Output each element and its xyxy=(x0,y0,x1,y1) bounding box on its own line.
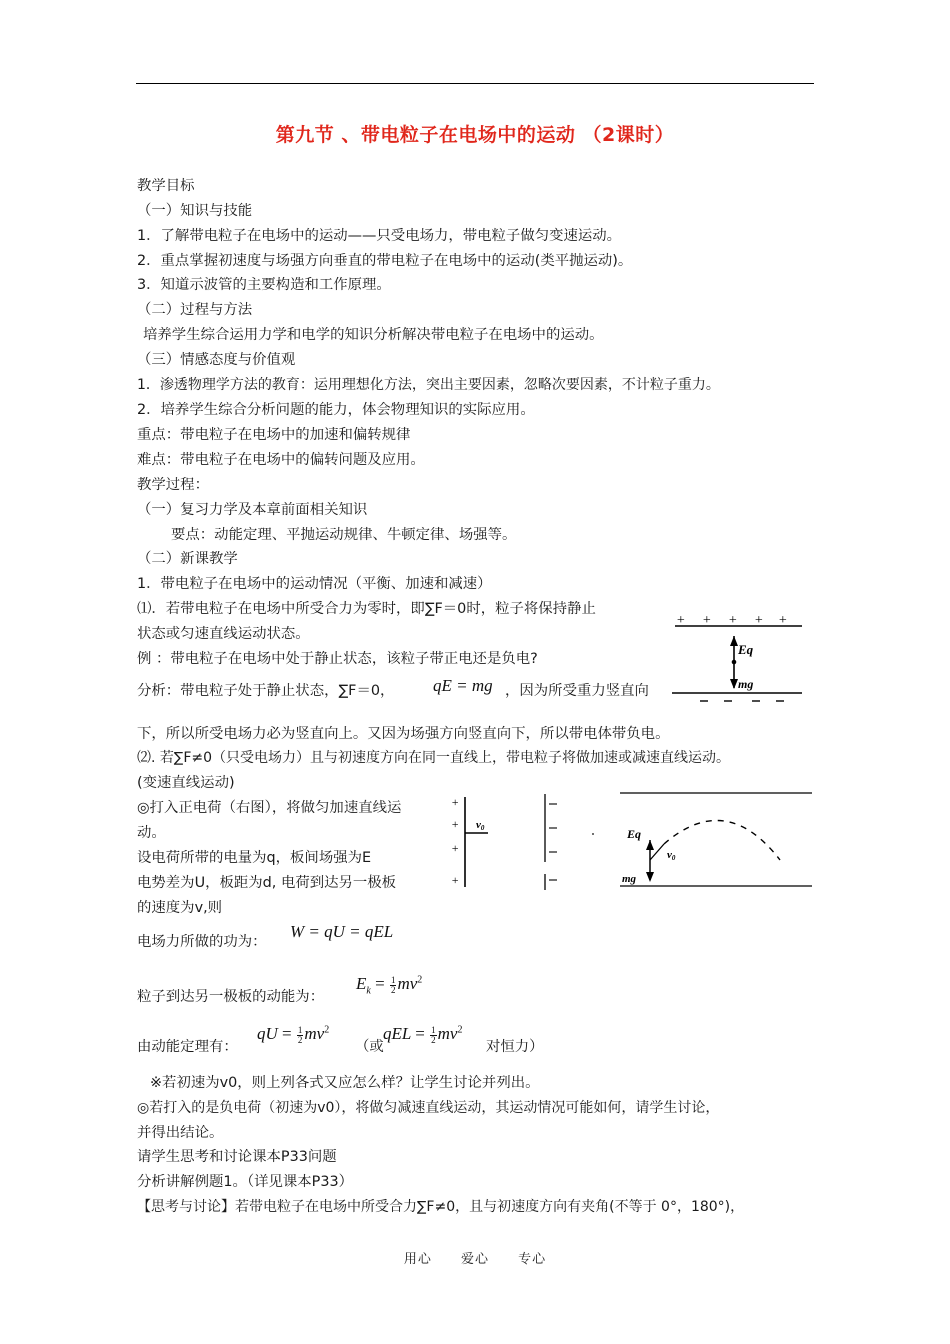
plus-sign: + xyxy=(702,613,712,628)
text-line: 1．了解带电粒子在电场中的运动——只受电场力，带电粒子做匀变速运动。 xyxy=(137,228,622,244)
plus-sign: + xyxy=(451,795,460,809)
text-line: （一）复习力学及本章前面相关知识 xyxy=(137,502,368,518)
text-line: ⑵. 若∑F≠0（只受电场力）且与初速度方向在同一直线上，带电粒子将做加速或减速直线运动。 xyxy=(137,750,731,766)
arrow-down-icon xyxy=(646,872,654,882)
text-line: (变速直线运动) xyxy=(137,775,235,791)
formula-kinetic-energy: $E_k$ = $\frac{1}{2}$ $mv^2$ xyxy=(356,974,423,997)
formula-work-energy: qU = $\frac{1}{2}$ $mv^2$ xyxy=(257,1024,330,1045)
arrow-down-icon xyxy=(730,679,738,689)
arrow-up-icon xyxy=(646,840,654,850)
footer-text: 爱心 xyxy=(460,1252,489,1267)
arrow-up-icon xyxy=(730,636,738,646)
plus-sign: + xyxy=(728,613,738,628)
text-line: ，因为所受重力竖直向 xyxy=(505,683,649,699)
text-line: 1．带电粒子在电场中的运动情况（平衡、加速和减速） xyxy=(137,576,492,592)
text-line: 例 ：带电粒子在电场中处于静止状态，该粒子带正电还是负电? xyxy=(137,651,538,667)
figure-trajectory xyxy=(590,788,815,893)
plus-sign: + xyxy=(451,873,460,887)
formula-work: W = qU = qEL xyxy=(290,922,394,941)
text-line: 由动能定理有： xyxy=(137,1039,238,1055)
text-line: 电势差为U，板距为d, 电荷到达另一极板 xyxy=(137,875,397,891)
text-line: 3．知道示波管的主要构造和工作原理。 xyxy=(137,277,391,293)
text-line: 1．渗透物理学方法的教育：运用理想化方法，突出主要因素，忽略次要因素，不计粒子重力。 xyxy=(137,377,720,393)
text-line: （或 xyxy=(355,1039,384,1055)
footer-text: 用心 xyxy=(403,1252,432,1267)
text-line: （一）知识与技能 xyxy=(137,203,253,219)
text-line: 分析讲解例题1。（详见课本P33） xyxy=(137,1174,354,1190)
label-mg: mg xyxy=(622,873,637,885)
page-title: 第九节 、带电粒子在电场中的运动 （2课时） xyxy=(275,124,675,146)
text-line: 重点：带电粒子在电场中的加速和偏转规律 xyxy=(137,427,411,443)
formula-constant-force: qEL = $\frac{1}{2}$ $mv^2$ xyxy=(383,1024,463,1045)
figure-acceleration xyxy=(448,792,568,892)
plus-sign: + xyxy=(754,613,764,628)
text-line: 【思考与讨论】若带电粒子在电场中所受合力∑F≠0，且与初速度方向有夹角(不等于 0°，180°)， xyxy=(137,1199,745,1215)
page-footer xyxy=(0,1248,950,1267)
label-v0: v0 xyxy=(476,819,485,832)
text-line: 的速度为v,则 xyxy=(137,900,223,916)
text-line: 2．培养学生综合分析问题的能力，体会物理知识的实际应用。 xyxy=(137,402,535,418)
text-line: （三）情感态度与价值观 xyxy=(137,352,296,368)
particle-dot xyxy=(732,660,737,665)
text-line: 对恒力） xyxy=(486,1039,544,1055)
bottom-plate-charges xyxy=(672,693,802,701)
text-line: ◎若打入的是负电荷（初速为v0），将做匀减速直线运动，其运动情况可能如何，请学生讨论， xyxy=(137,1100,720,1116)
text-line: 要点：动能定理、平抛运动规律、牛顿定律、场强等。 xyxy=(171,527,517,543)
label-eq: Eq xyxy=(738,642,754,657)
text-line: ◎打入正电荷（右图），将做匀加速直线运 xyxy=(137,800,402,816)
text-line: 并得出结论。 xyxy=(137,1125,224,1141)
top-plate-charges xyxy=(675,613,802,628)
plus-sign: + xyxy=(778,613,788,628)
label-v0: v0 xyxy=(667,849,676,862)
text-line: 难点：带电粒子在电场中的偏转问题及应用。 xyxy=(137,452,425,468)
label-mg: mg xyxy=(738,677,754,691)
text-line: 培养学生综合运用力学和电学的知识分析解决带电粒子在电场中的运动。 xyxy=(143,327,604,343)
footer-text: 专心 xyxy=(518,1252,547,1267)
text-line: 粒子到达另一极板的动能为： xyxy=(137,989,325,1005)
text-line: 下，所以所受电场力必为竖直向上。又因为场强方向竖直向下，所以带电体带负电。 xyxy=(137,726,670,742)
text-line: 状态或匀速直线运动状态。 xyxy=(137,626,310,642)
text-line: 分析：带电粒子处于静止状态，∑F＝0， xyxy=(137,683,395,699)
trajectory-curve xyxy=(664,820,780,860)
label-eq: Eq xyxy=(627,827,642,841)
text-line: （二）新课教学 xyxy=(137,551,238,567)
text-line: 教学目标 xyxy=(137,178,195,194)
figure-balance xyxy=(672,612,812,707)
plus-sign: + xyxy=(451,817,460,831)
plus-sign: + xyxy=(451,841,460,855)
text-line: 教学过程： xyxy=(137,477,209,493)
text-line: 请学生思考和讨论课本P33问题 xyxy=(137,1149,337,1165)
formula-balance: qE = mg xyxy=(433,676,493,695)
plus-sign: + xyxy=(676,613,686,628)
text-line: 动。 xyxy=(137,825,166,841)
text-line: ⑴．若带电粒子在电场中所受合力为零时，即∑F＝0时，粒子将保持静止 xyxy=(137,601,596,617)
text-line: （二）过程与方法 xyxy=(137,302,253,318)
text-line: 设电荷所带的电量为q，板间场强为E xyxy=(137,850,372,866)
text-line: 电场力所做的功为： xyxy=(137,934,267,950)
header-rule xyxy=(136,83,814,84)
text-line: 2．重点掌握初速度与场强方向垂直的带电粒子在电场中的运动(类平抛运动)。 xyxy=(137,253,633,269)
text-line: ※若初速为v0，则上列各式又应怎么样？让学生讨论并列出。 xyxy=(150,1075,540,1091)
